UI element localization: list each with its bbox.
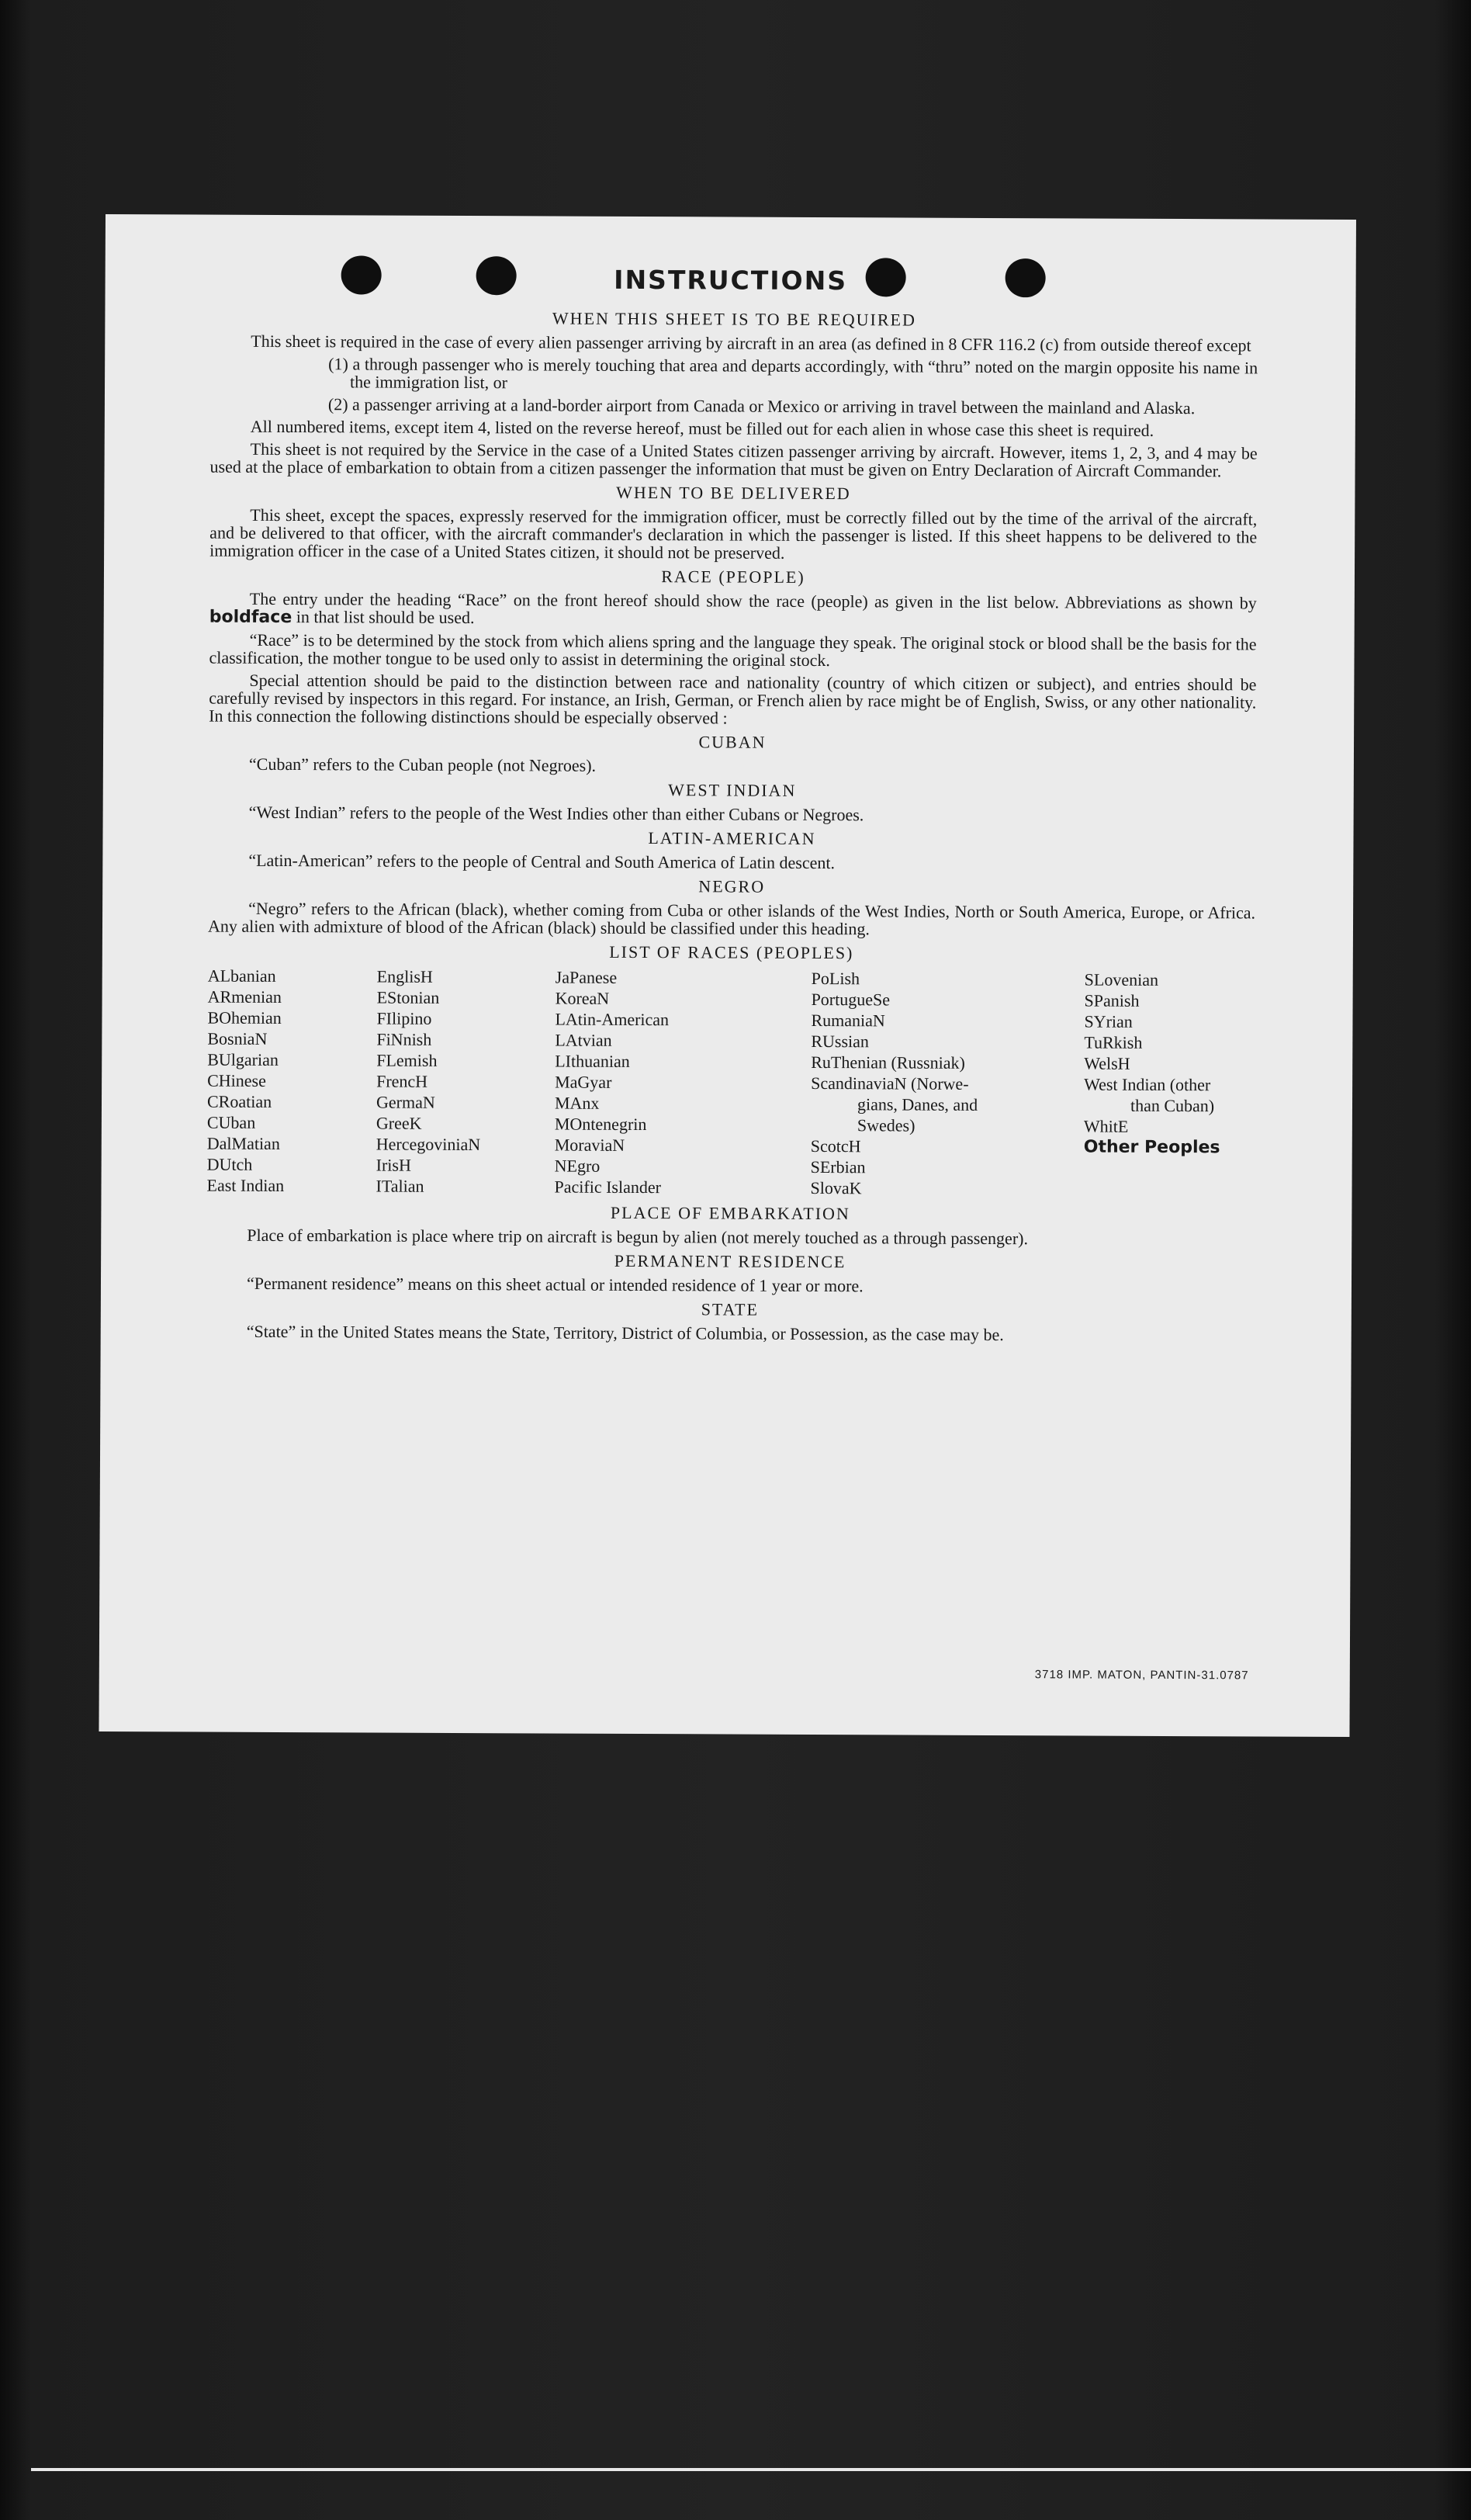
printer-mark: 3718 IMP. MATON, PANTIN-31.0787 [1034,1668,1249,1683]
heading-state: STATE [701,1299,760,1319]
race-entry [1083,1179,1254,1201]
text-run: The entry under the heading “Race” on the front hereof should show the race (people) as given in the list below. Abbreviations as shown by [249,588,1257,613]
heading-list-of-races: LIST OF RACES (PEOPLES) [609,941,854,963]
races-list [206,965,1255,1201]
race-entry: MAnx [554,1093,600,1113]
race-entry: JaPanese [555,967,618,987]
race-entry [1084,1158,1255,1180]
race-entry: MoraviaN [554,1135,625,1155]
race-entry: CRoatian [206,1091,272,1111]
race-entry: RuThenian (Russniak) [811,1052,965,1073]
paragraph: This sheet is not required by the Service in the case of a United States citizen passenger arriving by aircraft. However, items 1, 2, 3, and 4 may be used at the place of embarkation to obtain from a citizen passenger the information that must be given on Entry Declaration of Aircraft Commander. [209,438,1258,481]
heading-latin-american: LATIN-AMERICAN [648,828,816,849]
paragraph: All numbered items, except item 4, listed on the reverse hereof, must be filled out for each alien in whose case this sheet is required. [250,416,1154,440]
race-entry: SPanish [1084,990,1140,1010]
paragraph: Special attention should be paid to the distinction between race and nationality (country of which citizen or subject), and entries should be carefully revised by inspectors in this regard. For instance, an Irish, German, or French alien by race might be of English, Swiss, or any other nationality. In this connection the following distinctions should be especially observed : [209,670,1257,728]
race-entry: RumaniaN [811,1010,885,1031]
race-entry: MOntenegrin [554,1114,647,1135]
heading-residence: PERMANENT RESIDENCE [614,1250,846,1272]
race-entry: ScotcH [810,1135,861,1156]
race-entry: BOhemian [207,1007,282,1028]
race-entry: PortugueSe [811,989,891,1010]
heading-negro: NEGRO [698,876,766,896]
exception-item-2: (2) a passenger arriving at a land-border airport from Canada or Mexico or arriving in travel between the mainland and Alaska. [327,394,1196,418]
race-entry: ITalian [376,1176,424,1196]
race-entry: ALbanian [207,965,276,986]
paragraph: “Race” is to be determined by the stock from which aliens spring and the language they speak. The original stock or blood shall be the basis for the classification, the mother tongue to be used only to assist in determining the original stock. [209,629,1257,671]
race-entry: DUtch [206,1154,253,1174]
race-entry: LIthuanian [555,1051,630,1071]
heading-when-required: WHEN THIS SHEET IS TO BE REQUIRED [552,308,916,330]
paragraph: This sheet, except the spaces, expressly reserved for the immigration officer, must be correctly filled out by the time of the arrival of the aircraft, and be delivered to that officer, with the aircraft commander's declaration in which the passenger is listed. If this sheet happens to be delivered to the immigration officer in the case of a United States citizen, it should not be preserved. [209,504,1258,563]
race-entry: CHinese [207,1070,266,1090]
paragraph [209,590,1257,631]
race-entry: Swedes) [857,1115,915,1135]
race-entry: BUlgarian [207,1049,279,1069]
boldface-word: boldface [209,607,292,628]
race-entry: NEgro [554,1156,601,1176]
page-title: INSTRUCTIONS [614,264,848,296]
race-entry: LAtin-American [555,1009,670,1030]
race-entry: WelsH [1084,1053,1130,1073]
race-entry: DalMatian [206,1133,280,1153]
race-entry: West Indian (other [1084,1074,1211,1095]
text-run: in that list should be used. [296,607,475,628]
paragraph: “Permanent residence” means on this sheet actual or intended residence of 1 year or more. [246,1273,864,1296]
race-entry: CUban [206,1112,256,1132]
race-entry: Other Peoples [1083,1137,1220,1158]
race-entry: FiNnish [376,1029,432,1049]
race-entry: IrisH [376,1155,411,1175]
paragraph: “Cuban” refers to the Cuban people (not Negroes). [248,754,597,775]
heading-race: RACE (PEOPLE) [661,567,805,587]
paragraph: “State” in the United States means the State, Territory, District of Columbia, or Possession, as the case may be. [246,1321,1004,1345]
instruction-sheet [99,214,1356,1737]
race-entry: Pacific Islander [554,1177,662,1198]
paragraph: “Negro” refers to the African (black), whether coming from Cuba or other islands of the West Indies, North or South America, Europe, or Africa. Any alien with admixture of blood of the African (black) should be classified under this heading. [207,898,1256,939]
race-entry: LAtvian [555,1030,612,1050]
heading-west-indian: WEST INDIAN [668,780,797,800]
race-entry: BosniaN [207,1028,268,1049]
race-entry: HercegoviniaN [376,1134,481,1155]
race-entry: ARmenian [207,986,282,1007]
exception-item-1: (1) a through passenger who is merely touching that area and departs accordingly, with “thru” noted on the margin opposite his name in the immigration list, or [328,354,1258,393]
race-entry: GermaN [376,1092,435,1112]
race-entry: TuRkish [1084,1032,1143,1052]
race-entry: than Cuban) [1130,1095,1215,1116]
race-entry: EStonian [376,987,440,1007]
paragraph: “Latin-American” refers to the people of Central and South America of Latin descent. [248,850,836,873]
race-entry: SLovenian [1084,969,1159,990]
race-entry: FrencH [376,1071,428,1091]
race-entry: FIlipino [376,1008,432,1028]
heading-when-delivered: WHEN TO BE DELIVERED [616,482,851,504]
paragraph: This sheet is required in the case of every alien passenger arriving by aircraft in an area (as defined in 8 CFR 116.2 (c) from outside thereof except [251,331,1251,355]
race-entry: EnglisH [376,966,433,986]
race-entry: WhitE [1083,1116,1129,1136]
film-edge-line [31,2468,1471,2471]
race-entry: SYrian [1084,1011,1133,1031]
race-entry: SlovaK [810,1177,862,1198]
heading-cuban: CUBAN [698,732,767,752]
race-entry: KoreaN [555,988,610,1008]
race-entry: MaGyar [555,1072,612,1092]
race-entry: gians, Danes, and [857,1094,978,1114]
race-entry: ScandinaviaN (Norwe- [811,1073,969,1094]
paragraph: “West Indian” refers to the people of the West Indies other than either Cubans or Negroes. [248,802,864,825]
paragraph: Place of embarkation is place where trip on aircraft is begun by alien (not merely touched as a through passenger). [247,1225,1029,1249]
instructions-body [206,302,1258,1350]
race-entry: GreeK [376,1113,422,1133]
race-entry: PoLish [811,968,860,989]
race-entry: FLemish [376,1050,438,1070]
race-entry: East Indian [206,1175,285,1196]
race-entry: SErbian [810,1156,866,1177]
heading-embarkation: PLACE OF EMBARKATION [610,1202,850,1224]
race-entry: RUssian [811,1031,869,1052]
